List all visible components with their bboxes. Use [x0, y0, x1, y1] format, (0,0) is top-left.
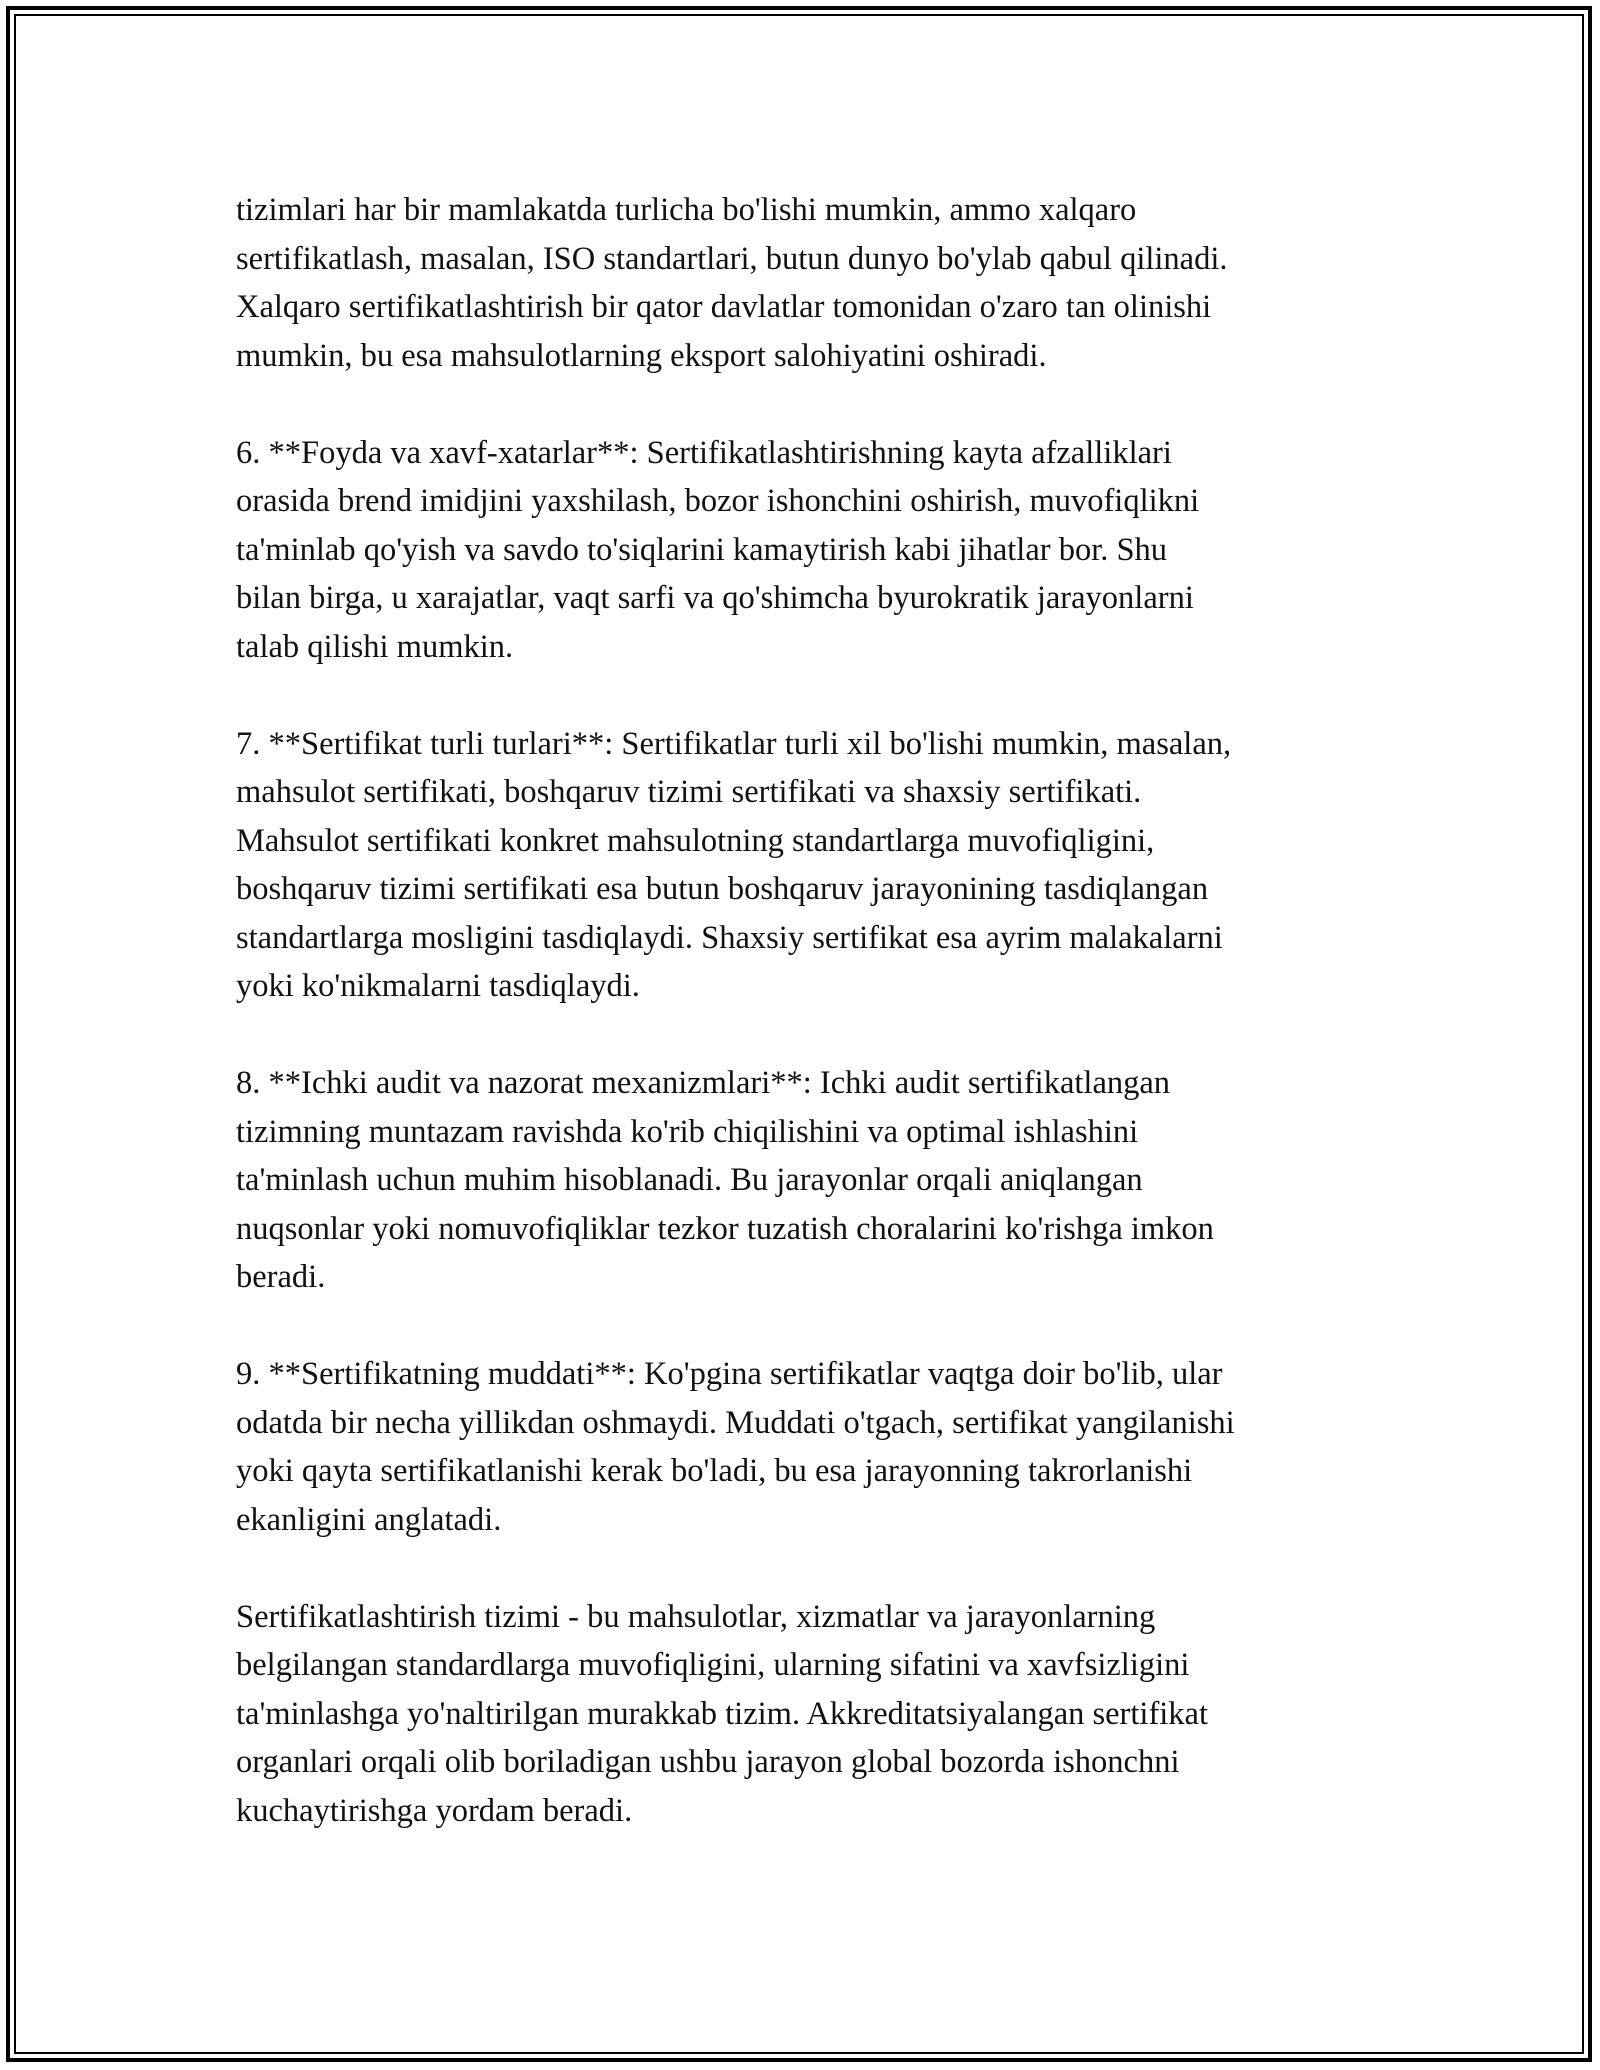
text-line: Mahsulot sertifikati konkret mahsulotning standartlarga muvofiqligini,	[236, 822, 1155, 859]
text-line: ta'minlab qo'yish va savdo to'siqlarini kamaytirish kabi jihatlar bor. Shu	[236, 531, 1168, 568]
text-line: ta'minlashga yo'naltirilgan murakkab tizim. Akkreditatsiyalangan sertifikat	[236, 1695, 1209, 1732]
text-line: 8. **Ichki audit va nazorat mexanizmlari**: Ichki audit sertifikatlangan	[236, 1065, 1171, 1101]
text-line: sertifikatlash, masalan, ISO standartlari, butun dunyo bo'ylab qabul qilinadi.	[236, 240, 1228, 277]
text-line: mahsulot sertifikati, boshqaruv tizimi sertifikati va shaxsiy sertifikati.	[236, 774, 1142, 810]
text-line: talab qilishi mumkin.	[236, 628, 514, 665]
document-body	[236, 186, 1386, 1884]
text-line: ta'minlash uchun muhim hisoblanadi. Bu jarayonlar orqali aniqlangan	[236, 1162, 1143, 1198]
text-line: Xalqaro sertifikatlashtirish bir qator davlatlar tomonidan o'zaro tan olinishi	[236, 289, 1212, 325]
paragraph-certification-systems	[236, 186, 1386, 380]
text-line: bilan birga, u xarajatlar, vaqt sarfi va qo'shimcha byurokratik jarayonlarni	[236, 580, 1194, 616]
text-line: 6. **Foyda va xavf-xatarlar**: Sertifikatlashtirishning kayta afzalliklari	[236, 434, 1172, 471]
text-line: standartlarga mosligini tasdiqlaydi. Shaxsiy sertifikat esa ayrim malakalarni	[236, 919, 1223, 956]
text-line: belgilangan standardlarga muvofiqligini, ularning sifatini va xavfsizligini	[236, 1647, 1190, 1683]
text-line: 9. **Sertifikatning muddati**: Ko'pgina sertifikatlar vaqtga doir bo'lib, ular	[236, 1356, 1223, 1392]
text-line: kuchaytirishga yordam beradi.	[236, 1792, 633, 1829]
text-line: yoki ko'nikmalarni tasdiqlaydi.	[236, 968, 640, 1004]
text-line: nuqsonlar yoki nomuvofiqliklar tezkor tuzatish choralarini ko'rishga imkon	[236, 1210, 1214, 1247]
paragraph-certificate-types	[236, 720, 1386, 1011]
text-line: orasida brend imidjini yaxshilash, bozor ishonchini oshirish, muvofiqlikni	[236, 483, 1200, 519]
text-line: 7. **Sertifikat turli turlari**: Sertifikatlar turli xil bo'lishi mumkin, masalan,	[236, 725, 1232, 762]
paragraph-conclusion	[236, 1593, 1386, 1836]
text-line: odatda bir necha yillikdan oshmaydi. Muddati o'tgach, sertifikat yangilanishi	[236, 1404, 1235, 1441]
paragraph-internal-audit	[236, 1059, 1386, 1302]
text-line: ekanligini anglatadi.	[236, 1501, 502, 1538]
text-line: boshqaruv tizimi sertifikati esa butun boshqaruv jarayonining tasdiqlangan	[236, 871, 1209, 907]
text-line: mumkin, bu esa mahsulotlarning eksport salohiyatini oshiradi.	[236, 337, 1047, 374]
text-line: beradi.	[236, 1259, 326, 1295]
paragraph-benefits-risks	[236, 429, 1386, 672]
text-line: tizimlari har bir mamlakatda turlicha bo'lishi mumkin, ammo xalqaro	[236, 192, 1137, 228]
text-line: tizimning muntazam ravishda ko'rib chiqilishini va optimal ishlashini	[236, 1113, 1139, 1150]
text-line: organlari orqali olib boriladigan ushbu jarayon global bozorda ishonchni	[236, 1744, 1180, 1780]
text-line: Sertifikatlashtirish tizimi - bu mahsulotlar, xizmatlar va jarayonlarning	[236, 1598, 1156, 1635]
text-line: yoki qayta sertifikatlanishi kerak bo'ladi, bu esa jarayonning takrorlanishi	[236, 1453, 1193, 1489]
paragraph-certificate-validity	[236, 1350, 1386, 1544]
